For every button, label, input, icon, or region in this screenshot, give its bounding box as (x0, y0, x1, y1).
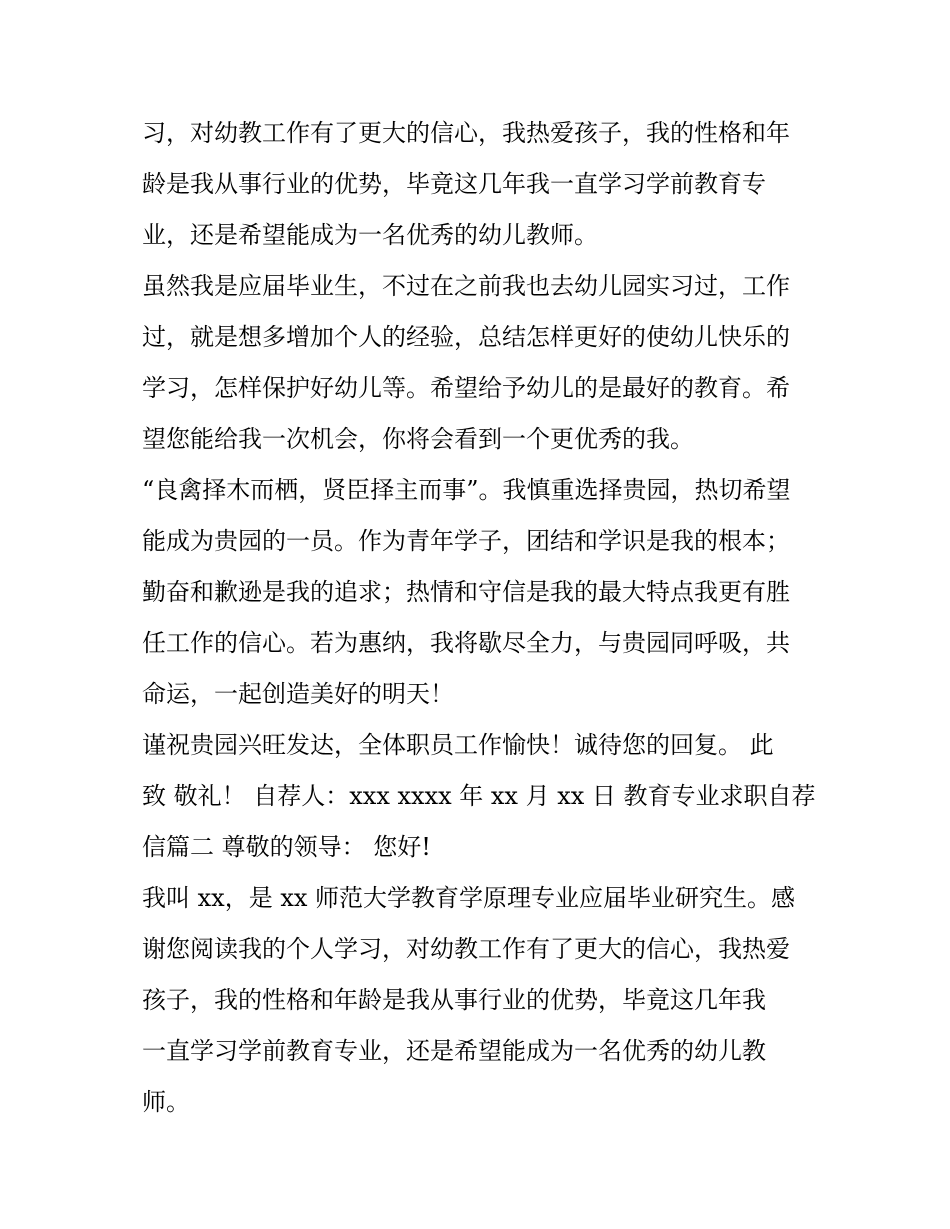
text-line: 学习，怎样保护好幼儿等。希望给予幼儿的是最好的教育。希 (142, 374, 790, 402)
text-line: 孩子，我的性格和年龄是我从事行业的优势，毕竟这几年我 (142, 986, 766, 1014)
text-line: 习，对幼教工作有了更大的信心，我热爱孩子，我的性格和年 (142, 119, 790, 147)
text-line: 信篇二 尊敬的领导： 您好! (142, 833, 431, 861)
text-line: 一直学习学前教育专业，还是希望能成为一名优秀的幼儿教 (142, 1037, 766, 1065)
text-line: 勤奋和歉逊是我的追求；热情和守信是我的最大特点我更有胜 (142, 578, 790, 606)
text-line: 过，就是想多增加个人的经验，总结怎样更好的使幼儿快乐的 (142, 323, 790, 351)
text-line: 致 敬礼！ 自荐人：xxx xxxx 年 xx 月 xx 日 教育专业求职自荐 (142, 782, 816, 810)
text-line: 任工作的信心。若为惠纳，我将歇尽全力，与贵园同呼吸，共 (142, 629, 790, 657)
text-line: “良禽择木而栖，贤臣择主而事”。我慎重选择贵园，热切希望 (142, 476, 791, 504)
text-line: 谨祝贵园兴旺发达，全体职员工作愉快！诚待您的回复。 此 (142, 731, 774, 759)
text-line: 能成为贵园的一员。作为青年学子，团结和学识是我的根本； (142, 527, 790, 555)
text-line: 业，还是希望能成为一名优秀的幼儿教师。 (142, 221, 598, 249)
text-line: 命运，一起创造美好的明天！ (142, 680, 454, 708)
document-body (142, 108, 822, 1128)
text-line: 虽然我是应届毕业生，不过在之前我也去幼儿园实习过，工作 (142, 272, 790, 300)
text-line: 谢您阅读我的个人学习，对幼教工作有了更大的信心，我热爱 (142, 935, 790, 963)
text-line: 望您能给我一次机会，你将会看到一个更优秀的我。 (142, 425, 694, 453)
text-line: 我叫 xx，是 xx 师范大学教育学原理专业应届毕业研究生。感 (142, 884, 796, 912)
text-line: 师。 (142, 1088, 190, 1116)
text-line: 龄是我从事行业的优势，毕竟这几年我一直学习学前教育专 (142, 170, 766, 198)
